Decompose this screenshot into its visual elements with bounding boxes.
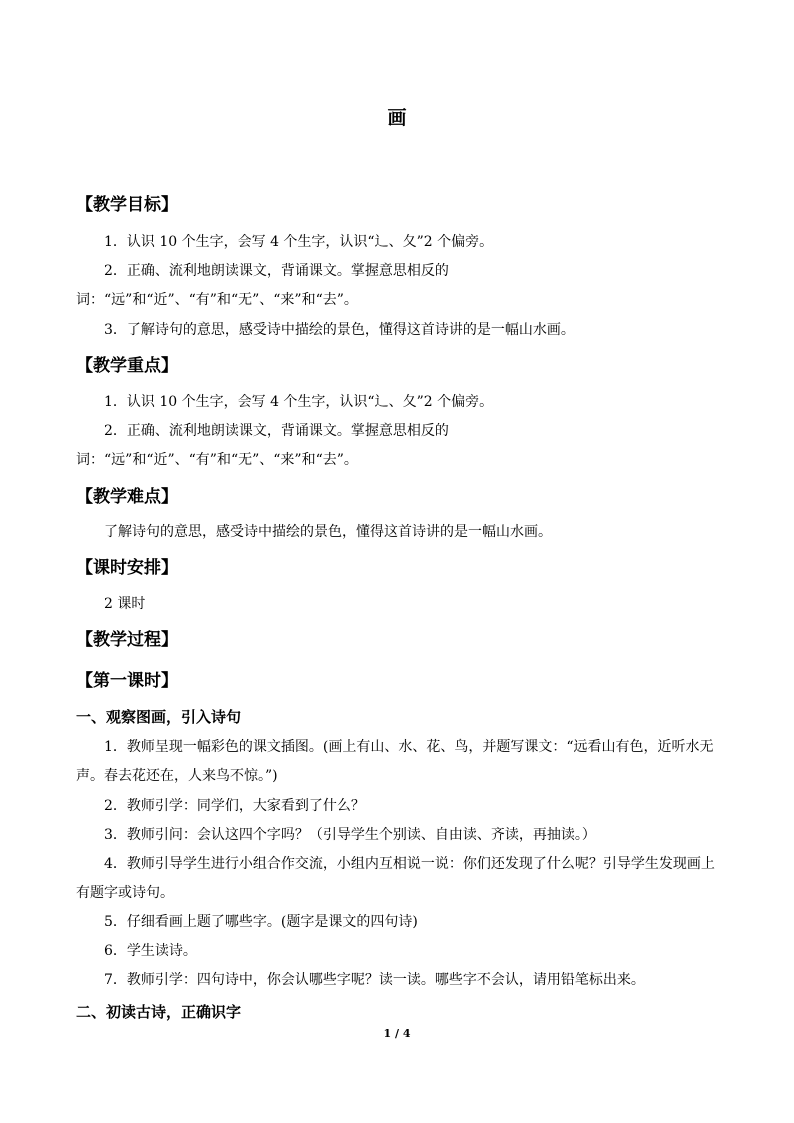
section-1-item-6: 6．学生读诗。 [104, 943, 197, 959]
section-1-item-1: 1．教师呈现一幅彩色的课文插图。(画上有山、水、花、鸟，并题写课文：“远看山有色，近听水无声。春去花还在，人来鸟不惊。”) [76, 739, 714, 784]
difficulty-text: 了解诗句的意思，感受诗中描绘的景色，懂得这首诗讲的是一幅山水画。 [104, 524, 552, 540]
key-point-item-2: 2．正确、流利地朗读课文，背诵课文。掌握意思相反的词：“远”和“近”、“有”和“无”、“来”和“去”。 [76, 423, 449, 468]
objective-item-1: 1．认识 10 个生字，会写 4 个生字，认识“辶、夂”2 个偏旁。 [104, 234, 494, 250]
heading-schedule: 【课时安排】 [76, 558, 178, 578]
section-1-item-3: 3．教师引问：会认这四个字吗？（引导学生个别读、自由读、齐读，再抽读。） [104, 827, 596, 843]
heading-objectives: 【教学目标】 [76, 195, 178, 215]
section-1-item-2: 2．教师引学：同学们，大家看到了什么？ [104, 798, 365, 814]
section-1-item-7: 7．教师引学：四句诗中，你会认哪些字呢？读一读。哪些字不会认，请用铅笔标出来。 [104, 972, 645, 988]
section-2-title: 二、初读古诗，正确识字 [76, 1003, 242, 1021]
objective-item-3: 3．了解诗句的意思，感受诗中描绘的景色，懂得这首诗讲的是一幅山水画。 [104, 322, 575, 338]
section-1-title: 一、观察图画，引入诗句 [76, 708, 242, 726]
objective-item-2: 2．正确、流利地朗读课文，背诵课文。掌握意思相反的词：“远”和“近”、“有”和“无”、“来”和“去”。 [76, 263, 449, 308]
heading-key-points: 【教学重点】 [76, 356, 178, 376]
key-point-item-1: 1．认识 10 个生字，会写 4 个生字，认识“辶、夂”2 个偏旁。 [104, 394, 494, 410]
document-title: 画 [387, 107, 407, 129]
page-number: 1 / 4 [383, 1027, 411, 1040]
heading-first-lesson: 【第一课时】 [76, 671, 178, 691]
heading-difficulties: 【教学难点】 [76, 487, 178, 507]
schedule-text: 2 课时 [104, 596, 146, 612]
section-1-item-4: 4．教师引导学生进行小组合作交流，小组内互相说一说：你们还发现了什么呢？引导学生发现画上有题字或诗句。 [76, 856, 715, 901]
section-1-item-5: 5．仔细看画上题了哪些字。(题字是课文的四句诗) [104, 914, 418, 930]
heading-process: 【教学过程】 [76, 630, 178, 650]
